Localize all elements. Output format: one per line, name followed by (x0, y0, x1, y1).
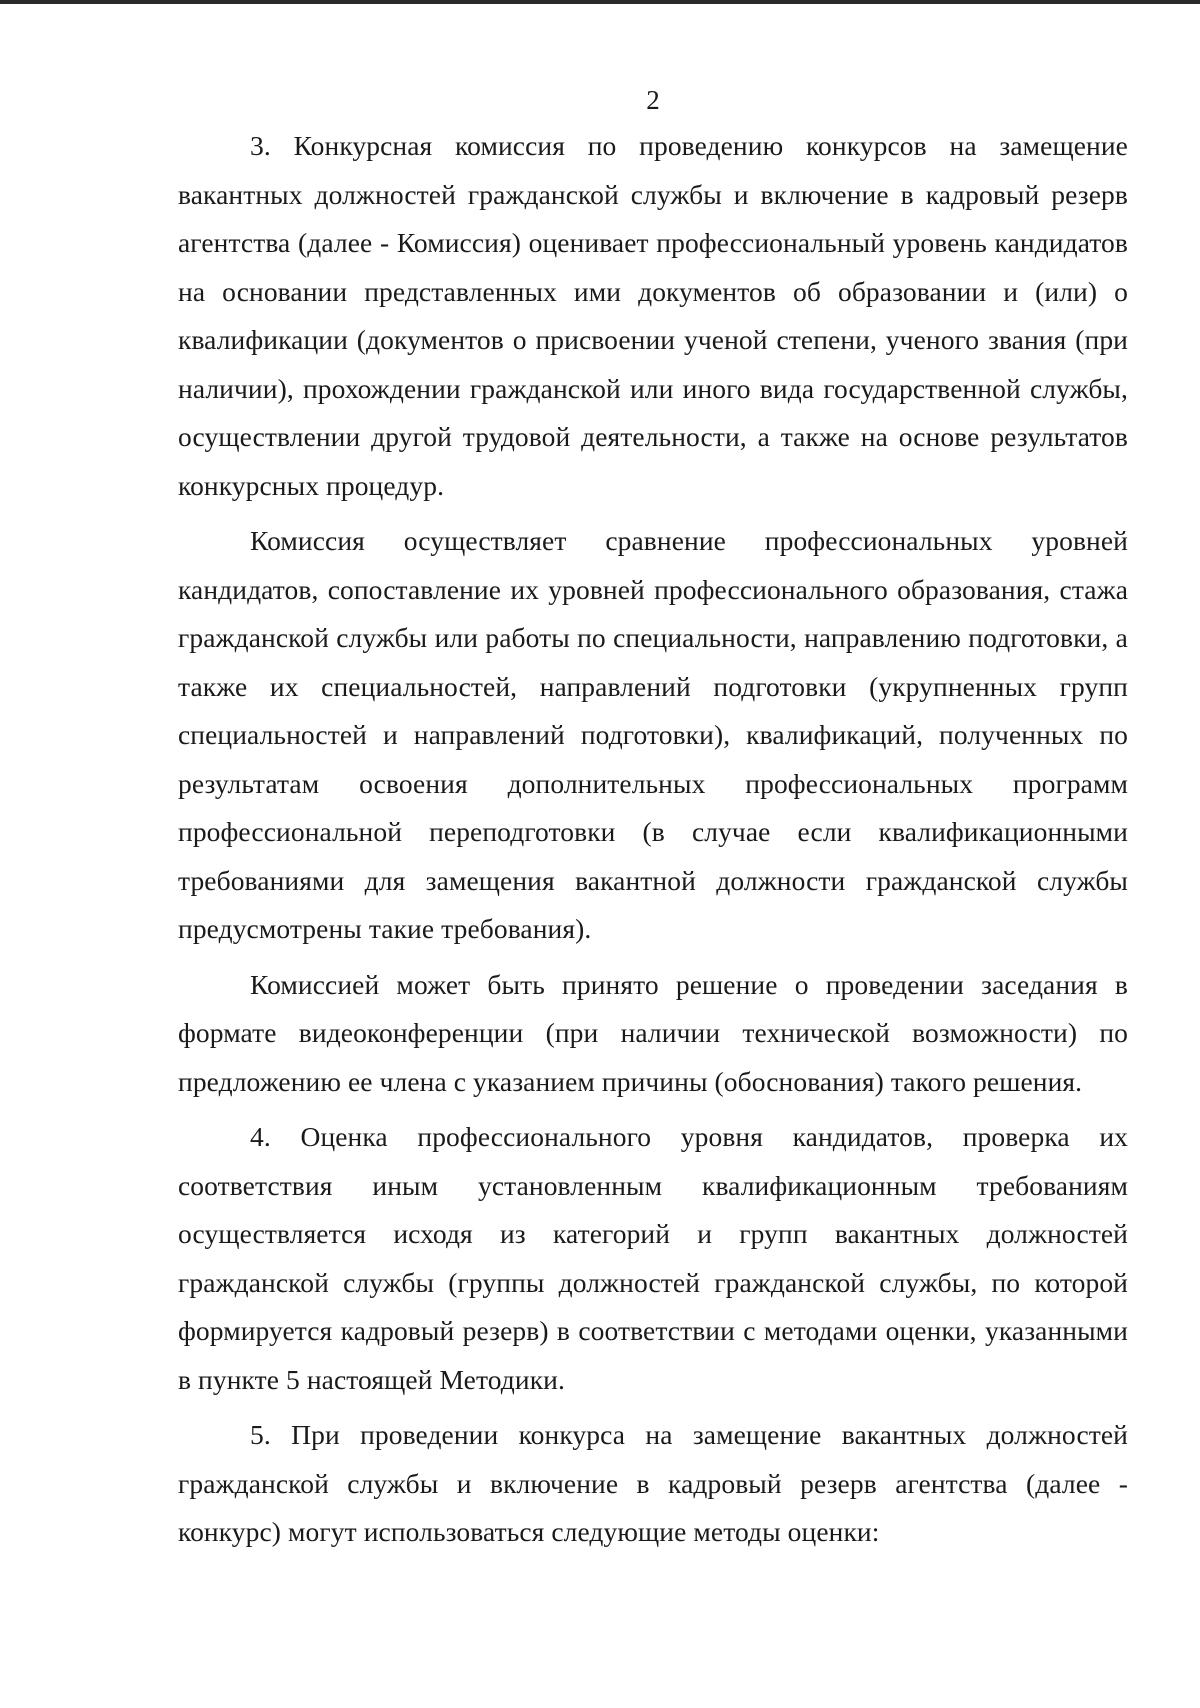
paragraph-4-assessment: 4. Оценка профессионального уровня кандидатов, проверка их соответствия иным установленным квалификационным требованиям осуществляется исходя из категорий и групп вакантных должностей гражданской службы (группы должностей гражданской службы, по которой формируется кадровый резерв) в соответствии с методами оценки, указанными в пункте 5 настоящей Методики. (178, 1121, 1128, 1395)
paragraph-commission-comparison: Комиссия осуществляет сравнение профессиональных уровней кандидатов, сопоставление их уровней профессионального образования, стажа гражданской службы или работы по специальности, направлению подготовки, а также их специальностей, направлений подготовки (укрупненных групп специальностей и направлений подготовки), квалификаций, полученных по результатам освоения дополнительных профессиональных программ профессиональной переподготовки (в случае если квалификационными требованиями для замещения вакантной должности гражданской службы предусмотрены такие требования). (178, 525, 1128, 944)
page-number: 2 (646, 85, 660, 115)
top-border-line (0, 0, 1200, 4)
document-page (178, 78, 1128, 1557)
paragraph-3-commission: 3. Конкурсная комиссия по проведению конкурсов на замещение вакантных должностей гражданской службы и включение в кадровый резерв агентства (далее - Комиссия) оценивает профессиональный уровень кандидатов на основании представленных ими документов об образовании и (или) о квалификации (документов о присвоении ученой степени, ученого звания (при наличии), прохождении гражданской или иного вида государственной службы, осуществлении другой трудовой деятельности, а также на основе результатов конкурсных процедур. (178, 130, 1128, 501)
paragraph-5-methods: 5. При проведении конкурса на замещение вакантных должностей гражданской службы и включение в кадровый резерв агентства (далее - конкурс) могут использоваться следующие методы оценки: (178, 1419, 1128, 1547)
paragraph-videoconference: Комиссией может быть принято решение о проведении заседания в формате видеоконференции (при наличии технической возможности) по предложению ее члена с указанием причины (обоснования) такого решения. (178, 968, 1128, 1097)
